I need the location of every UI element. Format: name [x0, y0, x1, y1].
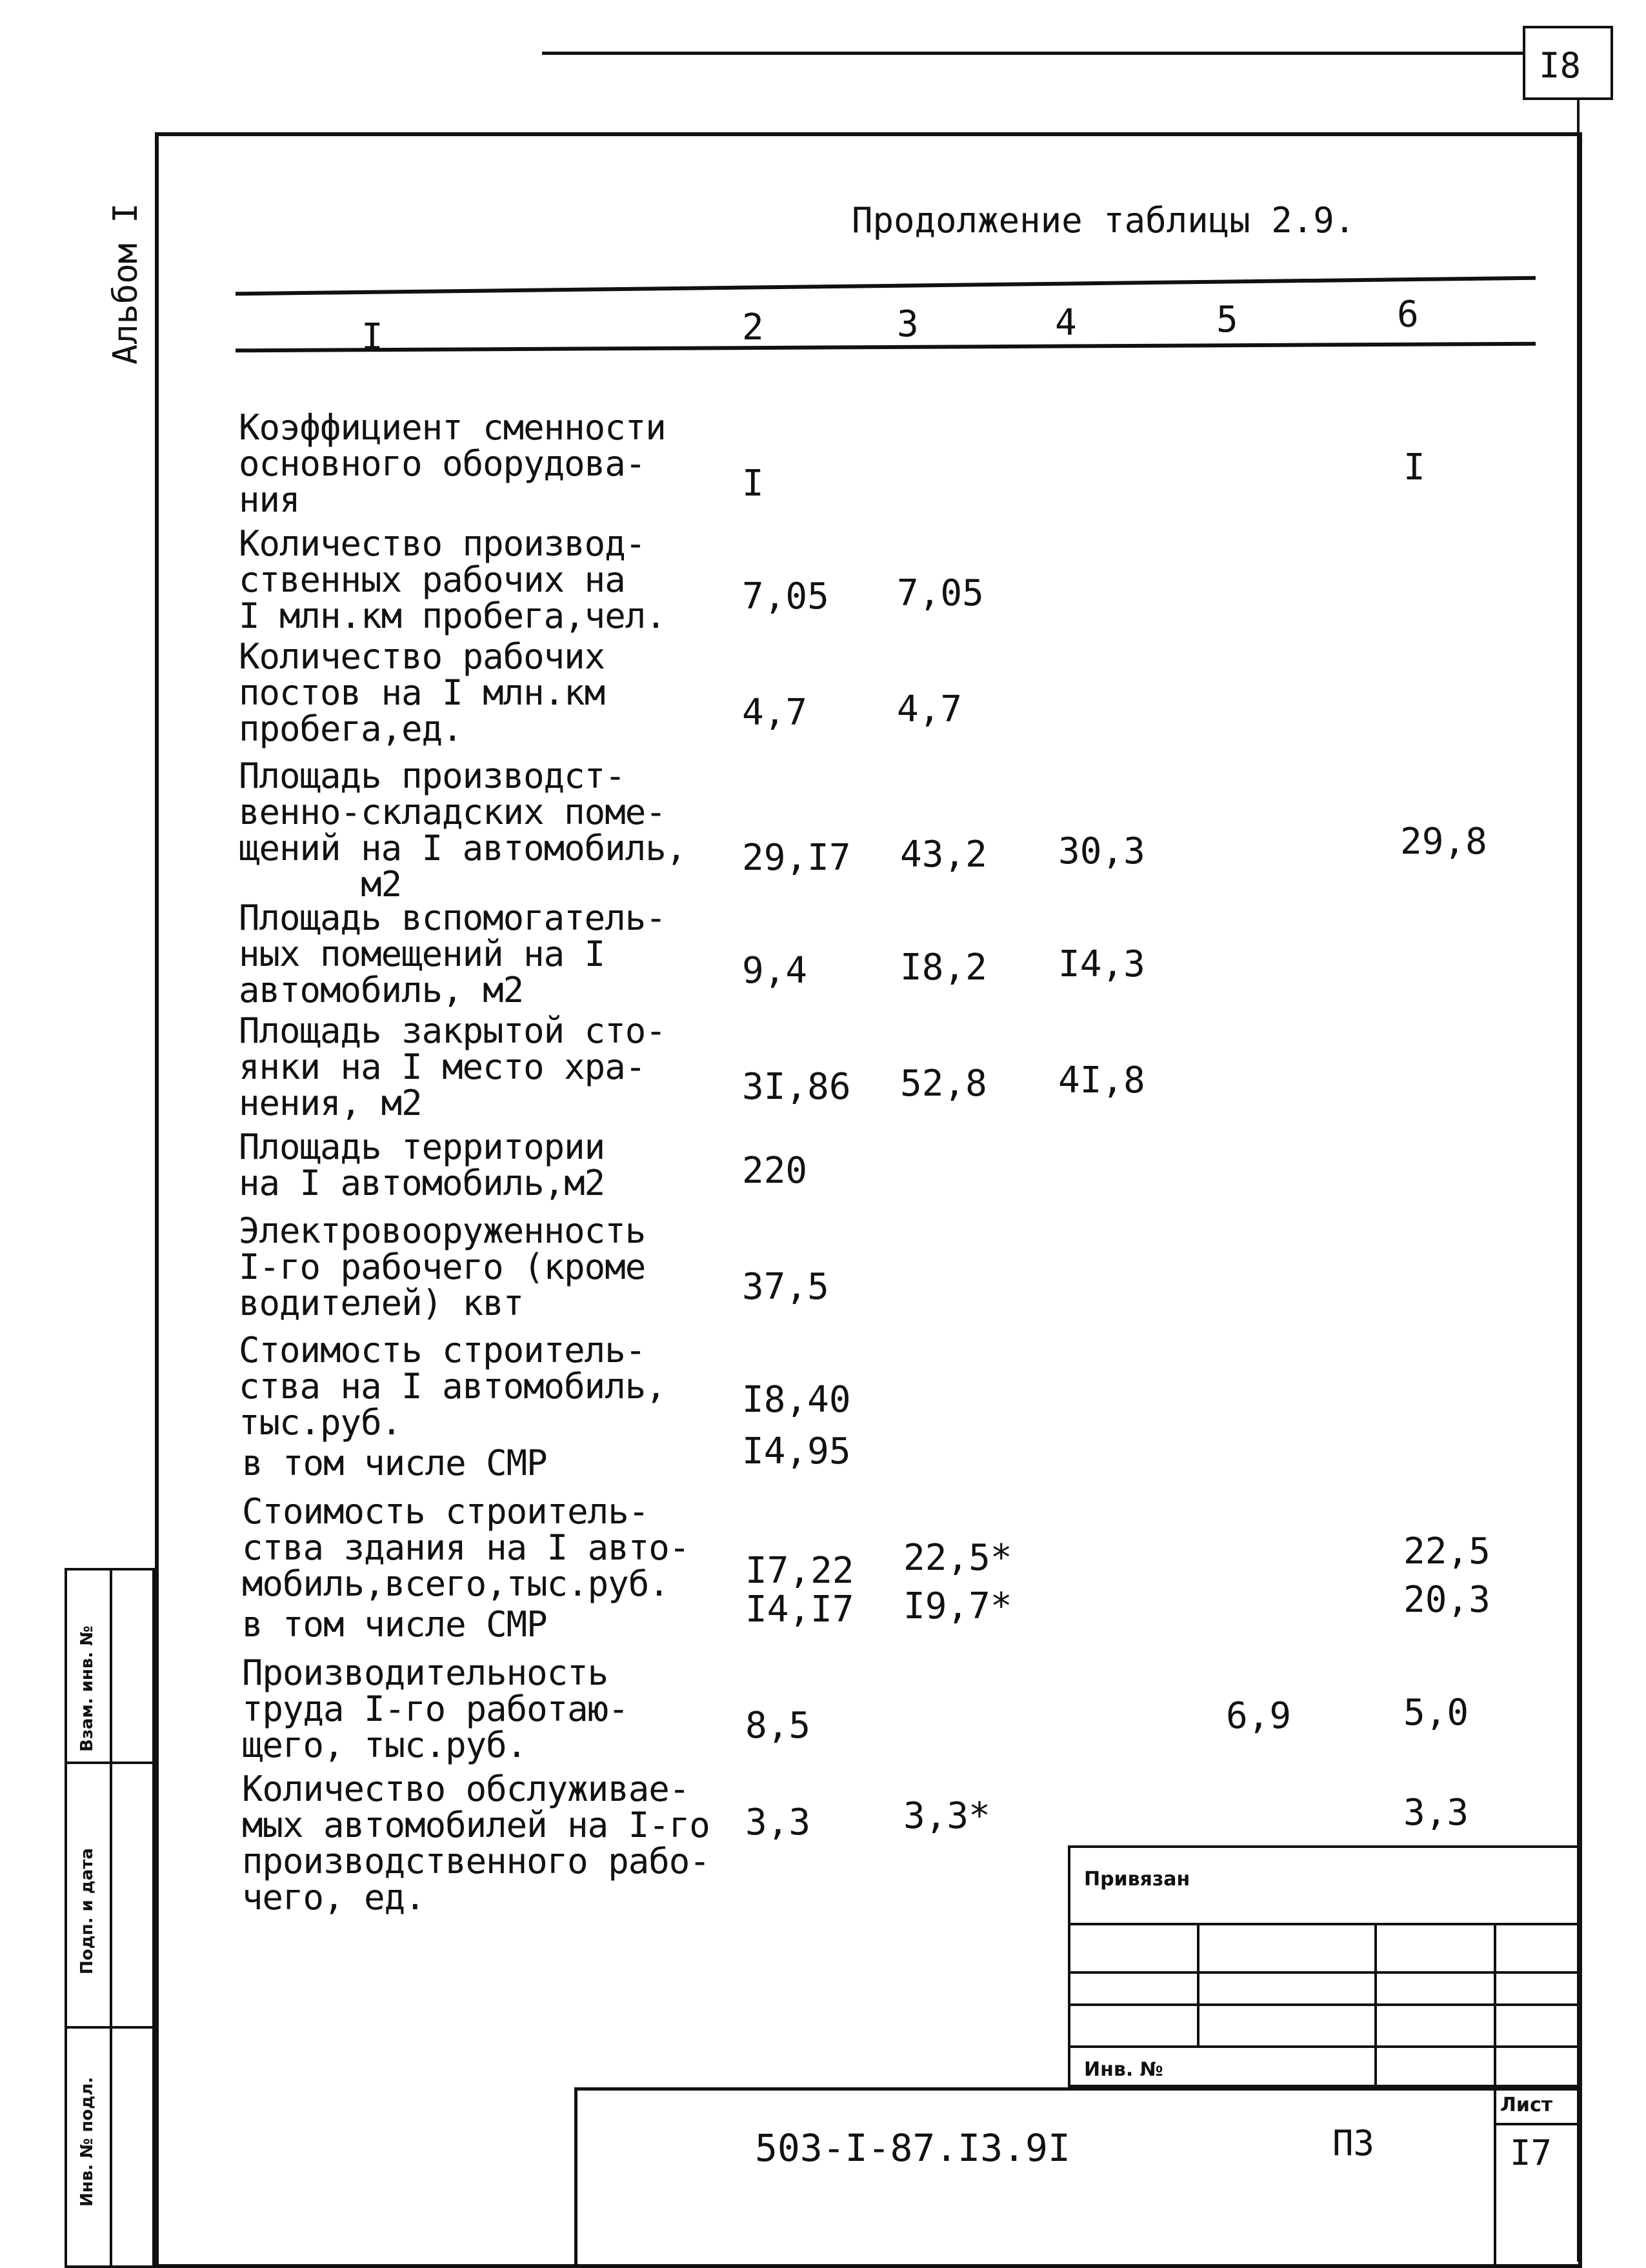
- side-stamp-divider-h2: [65, 2026, 155, 2029]
- cell-col3: 4,7: [897, 688, 963, 730]
- cell-col2: I8,40: [742, 1379, 851, 1421]
- cell-col6: 20,3: [1403, 1579, 1490, 1621]
- row-label: Количество рабочих постов на I млн.км пробега,ед.: [239, 636, 605, 749]
- cell-col2: I7,22: [745, 1550, 854, 1592]
- document-suffix: ПЗ: [1332, 2123, 1375, 2163]
- row-label: Стоимость строитель- ства здания на I авто- мобиль,всего,тыс.руб.: [242, 1491, 690, 1604]
- cell-col3: 7,05: [897, 572, 984, 614]
- cell-col2: 3I,86: [742, 1066, 851, 1108]
- side-stamp-divider-h1: [65, 1761, 155, 1764]
- stamp-v1: [1197, 1923, 1199, 2045]
- column-header-4: 4: [1055, 302, 1077, 344]
- stamp-h3: [1068, 2003, 1578, 2006]
- cell-col2: 220: [742, 1150, 808, 1192]
- stamp-v2: [1374, 1923, 1377, 2087]
- cell-col4: I4,3: [1058, 943, 1145, 985]
- row-label: в том числе СМР: [242, 1604, 547, 1645]
- cell-col3: 22,5*: [903, 1537, 1012, 1579]
- table-title: Продолжение таблицы 2.9.: [852, 200, 1356, 241]
- cell-col3: 43,2: [900, 834, 987, 876]
- column-header-2: 2: [742, 306, 764, 348]
- top-sheet-number: I8: [1539, 45, 1581, 86]
- row-label: Производительность труда I-го работаю- щего, тыс.руб.: [242, 1652, 628, 1765]
- title-block: [574, 2087, 1578, 2268]
- stamp-bound-label: Привязан: [1084, 1868, 1190, 1891]
- cell-col2: I4,I7: [745, 1589, 854, 1631]
- row-label: в том числе СМР: [242, 1443, 547, 1483]
- cell-col6: 29,8: [1400, 821, 1487, 863]
- cell-col2: I: [742, 463, 764, 505]
- side-vzam-inv: Взам. инв. №: [77, 1625, 97, 1752]
- cell-col2: 7,05: [742, 576, 829, 617]
- sheet-number: I7: [1510, 2133, 1552, 2173]
- cell-col2: 29,I7: [742, 837, 851, 879]
- cell-col2: I4,95: [742, 1430, 851, 1472]
- column-header-1: I: [361, 316, 383, 358]
- cell-col3: I9,7*: [903, 1585, 1012, 1627]
- title-sheet-divider-h: [1494, 2123, 1578, 2125]
- sheet-label: Лист: [1500, 2094, 1553, 2116]
- column-header-3: 3: [897, 303, 919, 345]
- row-label: Площадь производст- венно-складских поме- щений на I автомобиль, м2: [239, 756, 687, 905]
- row-label: Площадь вспомогатель- ных помещений на I автомобиль, м2: [239, 898, 666, 1010]
- cell-col2: 4,7: [742, 692, 808, 734]
- side-podp-data: Подп. и дата: [77, 1848, 97, 1974]
- cell-col5: 6,9: [1226, 1695, 1292, 1737]
- album-label: Альбом I: [106, 203, 145, 365]
- stamp-inv-label: Инв. №: [1084, 2058, 1163, 2081]
- cell-col6: 5,0: [1403, 1692, 1469, 1734]
- top-line: [542, 52, 1523, 55]
- cell-col4: 30,3: [1058, 830, 1145, 872]
- cell-col3: 52,8: [900, 1063, 987, 1105]
- side-inv-podl: Инв. № подл.: [77, 2076, 97, 2207]
- stamp-h1: [1068, 1923, 1578, 1925]
- cell-col6: 22,5: [1403, 1530, 1490, 1572]
- row-label: Площадь территории на I автомобиль,м2: [239, 1127, 605, 1203]
- document-code: 503-I-87.I3.9I: [755, 2126, 1070, 2170]
- cell-col3: 3,3*: [903, 1795, 990, 1837]
- cell-col4: 4I,8: [1058, 1059, 1145, 1101]
- cell-col6: 3,3: [1403, 1792, 1469, 1834]
- cell-col3: I8,2: [900, 947, 987, 988]
- side-stamp-divider-v: [110, 1568, 112, 2268]
- row-label: Электровооруженность I-го рабочего (кроме водителей) квт: [239, 1210, 646, 1323]
- cell-col2: 9,4: [742, 950, 808, 992]
- row-label: Стоимость строитель- ства на I автомобиль, тыс.руб.: [239, 1330, 666, 1443]
- cell-col2: 37,5: [742, 1266, 829, 1308]
- row-label: Площадь закрытой сто- янки на I место хра- нения, м2: [239, 1010, 666, 1123]
- title-sheet-divider-v: [1494, 2087, 1496, 2268]
- cell-col2: 3,3: [745, 1801, 811, 1843]
- column-header-6: 6: [1397, 294, 1419, 336]
- row-label: Количество производ- ственных рабочих на I млн.км пробега,чел.: [239, 523, 666, 636]
- stamp-v3: [1494, 1923, 1496, 2087]
- stamp-h2: [1068, 1971, 1578, 1974]
- row-label: Количество обслуживае- мых автомобилей на I-го производственного рабо- чего, ед.: [242, 1769, 710, 1918]
- stamp-h4: [1068, 2045, 1578, 2048]
- column-header-5: 5: [1216, 299, 1238, 341]
- row-label: Коэффициент сменности основного оборудова- ния: [239, 407, 666, 520]
- cell-col2: 8,5: [745, 1705, 811, 1747]
- cell-col6: I: [1403, 447, 1425, 488]
